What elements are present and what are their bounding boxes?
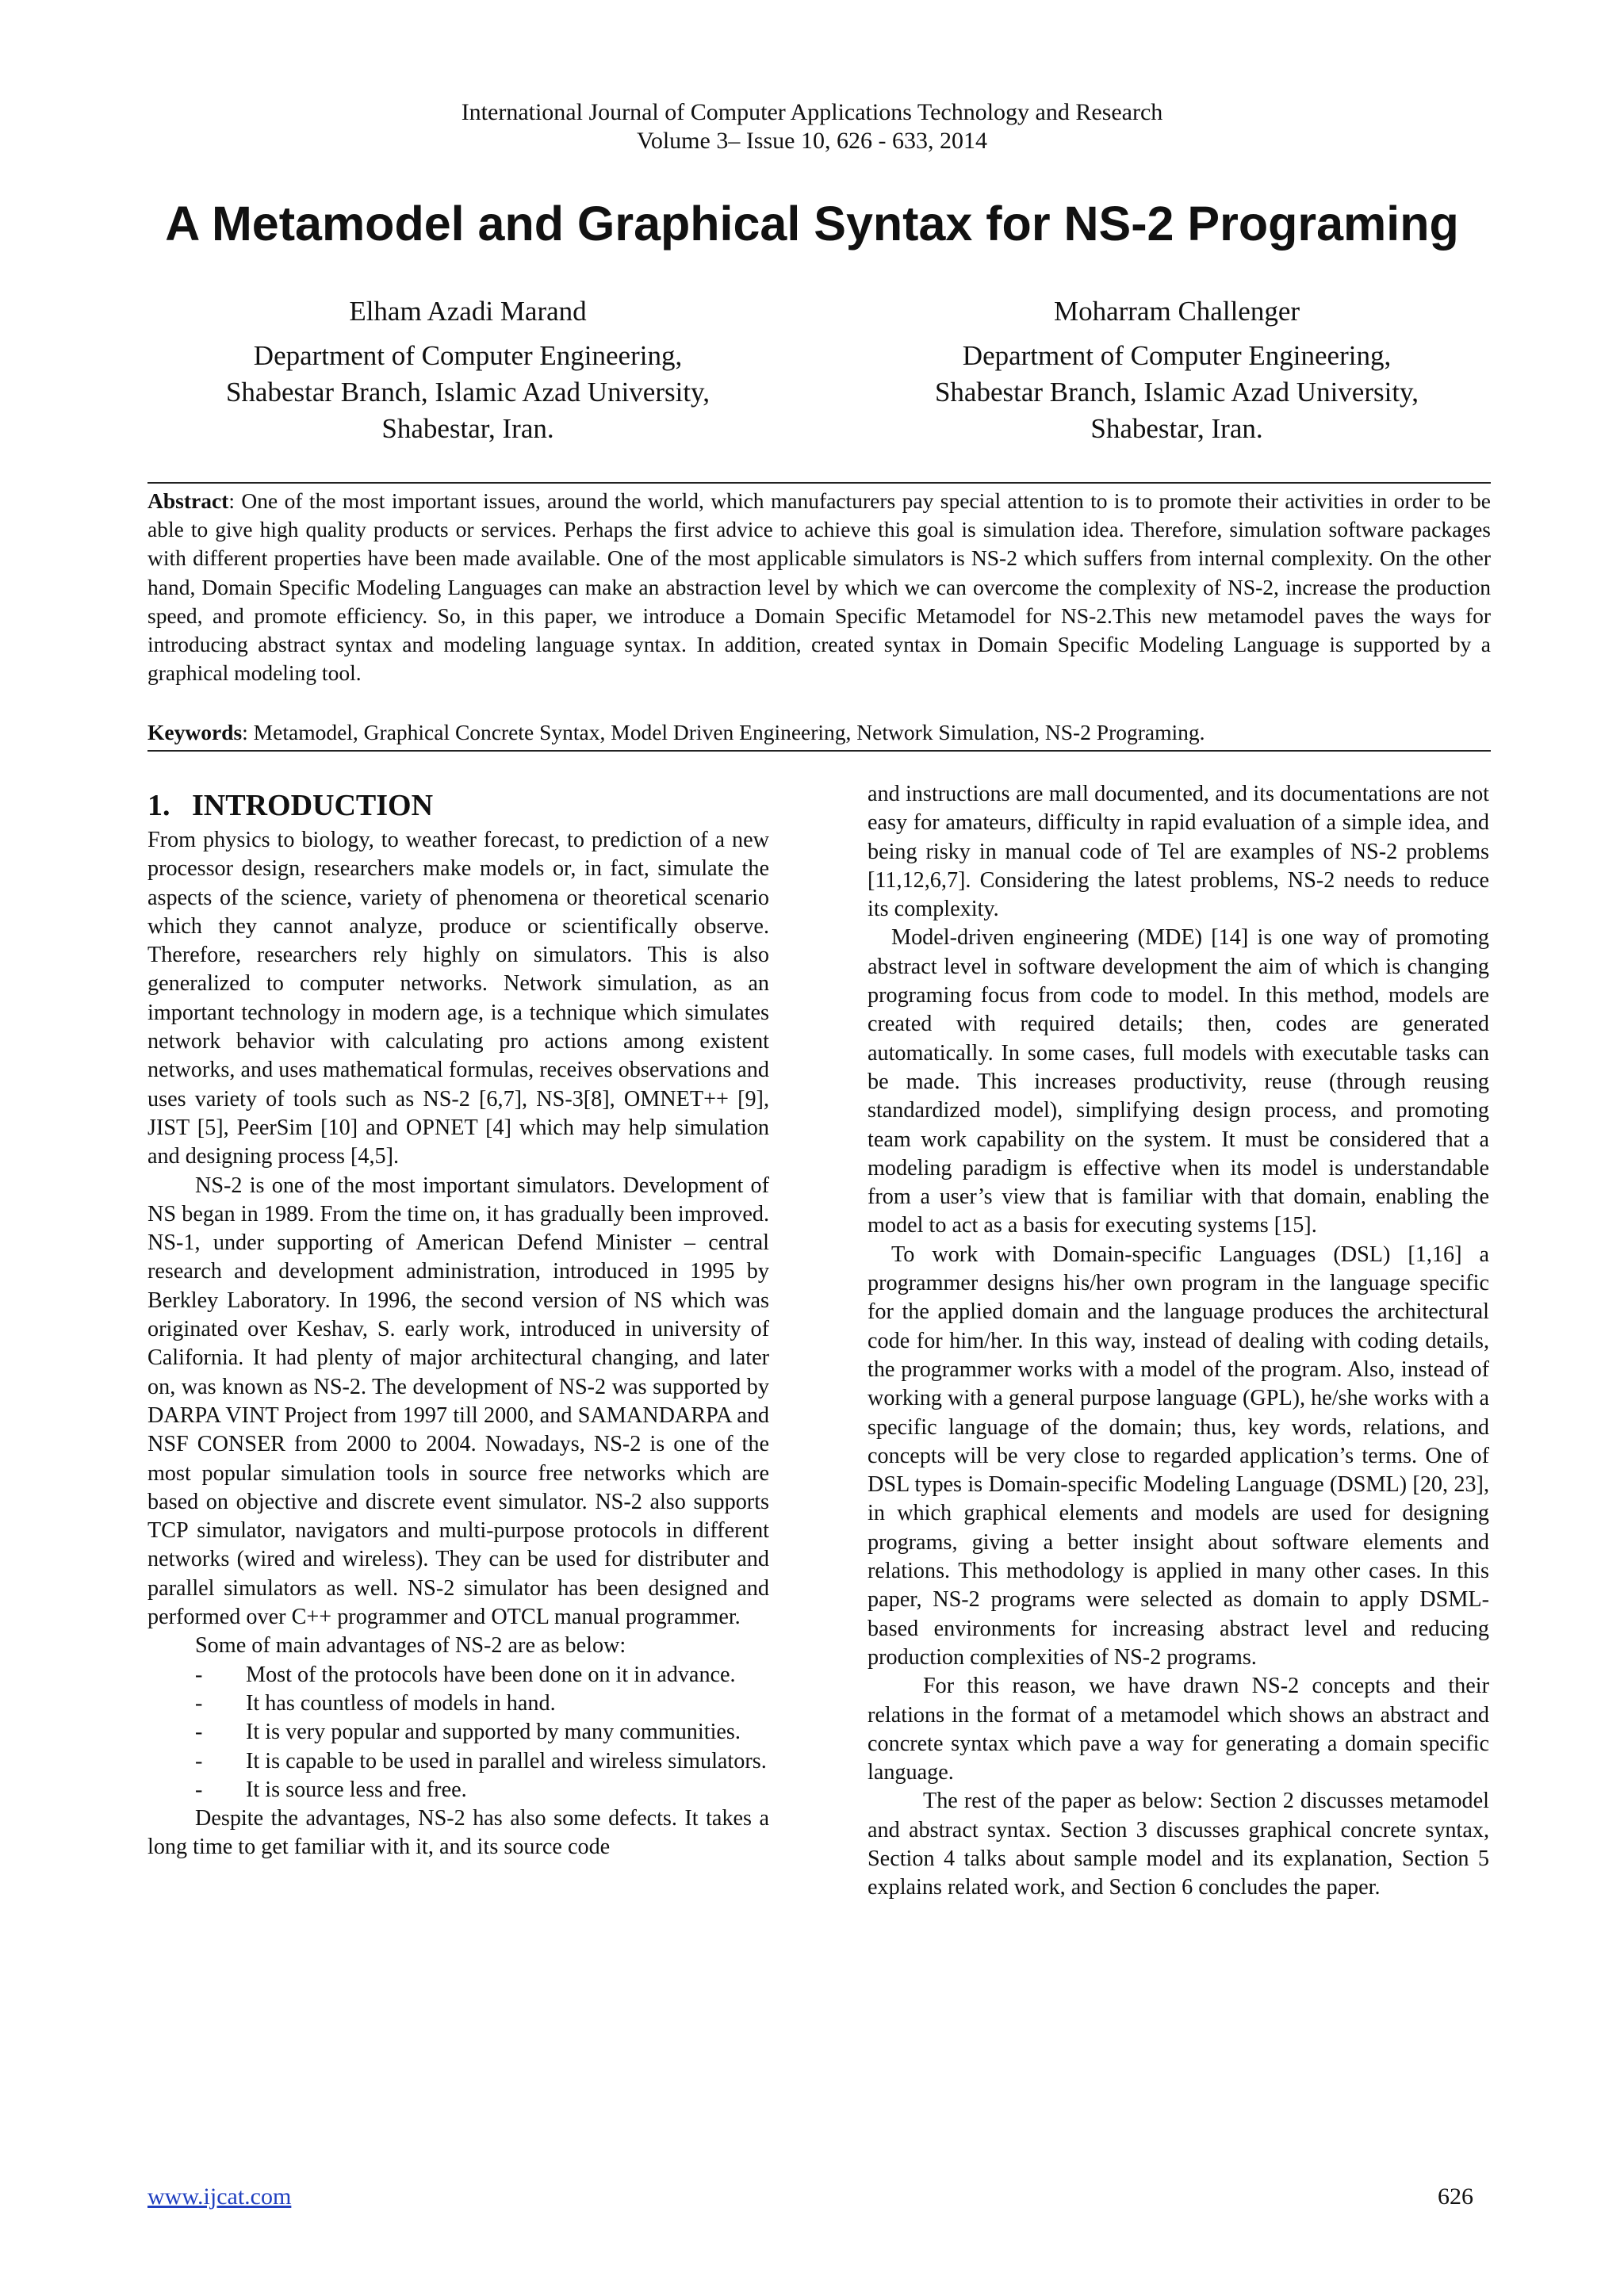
paragraph: NS-2 is one of the most important simulators. Development of NS began in 1989. From the time on, it has gradually been improved. NS-1, under supporting of American Defend Minister – central research and development administration, introduced in 1995 by Berkley Laboratory. In 1996, the second version of NS which was originated over Keshav, S. early work, introduced in university of California. It had plenty of major architectural changing, and later on, was known as NS-2. The development of NS-2 was supported by DARPA VINT Project from 1997 till 2000, and SAMANDARPA and NSF CONSER from 2000 to 2004. Nowadays, NS-2 is one of the most popular simulation tools in source free networks which are based on objective and discrete event simulator. NS-2 also supports TCP simulator, navigators and multi-purpose protocols in different networks (wired and wireless). They can be used for distributer and parallel simulators as well. NS-2 simulator has been designed and performed over C++ programmer and OTCL manual programmer. (147, 1173, 769, 1630)
section-number: 1. (147, 789, 170, 822)
author-city: Shabestar, Iran. (381, 413, 554, 444)
list-item: - It has countless of models in hand. (147, 1689, 769, 1718)
page-number: 626 (1438, 2183, 1473, 2210)
journal-name: International Journal of Computer Applications Technology and Research (461, 99, 1163, 125)
bullet-dash: - (195, 1720, 203, 1745)
author-department: Department of Computer Engineering, (253, 340, 683, 371)
abstract (147, 487, 1491, 687)
bullet-dash: - (195, 1690, 203, 1716)
author-department: Department of Computer Engineering, (962, 340, 1392, 371)
keywords-text: : Metamodel, Graphical Concrete Syntax, Model Driven Engineering, Network Simulation, NS-2 Programing. (242, 720, 1205, 744)
author-name: Elham Azadi Marand (349, 296, 587, 327)
section-title: INTRODUCTION (192, 789, 434, 822)
author-block-2 (875, 293, 1478, 447)
list-item: - It is capable to be used in parallel and wireless simulators. (147, 1747, 769, 1776)
paragraph: Model-driven engineering (MDE) [14] is one way of promoting abstract level in software development the aim of which is changing programing focus from code to model. In this method, models are created with required details; then, codes are generated automatically. In some cases, full models with executable tasks can be made. This increases productivity, reuse (through reusing standardized model), simplifying design process, and promoting team work capability on the system. It must be considered that a modeling paradigm is effective when its model is understandable from a user’s view that is familiar with that domain, enabling the model to act as a basis for executing systems [15]. (868, 925, 1489, 1238)
author-city: Shabestar, Iran. (1090, 413, 1263, 444)
paragraph: and instructions are mall documented, and its documentations are not easy for amateurs, difficulty in rapid evaluation of a simple idea, and being risky in manual code of Tel are examples of NS-2 problems [11,12,6,7]. Considering the latest problems, NS-2 needs to reduce its complexity. (868, 782, 1489, 922)
abstract-top-rule (147, 482, 1491, 484)
journal-volume: Volume 3– Issue 10, 626 - 633, 2014 (637, 128, 987, 154)
paragraph: The rest of the paper as below: Section 2 discusses metamodel and abstract syntax. Section 3 discusses graphical concrete syntax, Section 4 talks about sample model and its explanation, Section 5 explains related work, and Section 6 concludes the paper. (868, 1789, 1489, 1900)
list-item: - It is very popular and supported by many communities. (147, 1718, 769, 1747)
advantages-list (147, 1661, 769, 1804)
section-heading (147, 788, 769, 823)
left-column (147, 788, 769, 1862)
author-block-1 (167, 293, 769, 447)
bullet-dash: - (195, 1662, 203, 1687)
bullet-dash: - (195, 1748, 203, 1774)
paragraph: From physics to biology, to weather forecast, to prediction of a new processor design, researchers make models or, in fact, simulate the aspects of the science, variety of phenomena or theoretical scenario which they cannot analyze, produce or scientifically observe. Therefore, researchers rely highly on simulators. This is also generalized to computer networks. Network simulation, as an important technology in modern age, is a technique which simulates network behavior with calculating pro actions among existent networks, and uses mathematical formulas, receives observations and uses variety of tools such as NS-2 [6,7], NS-3[8], OMNET++ [9], JIST [5], PeerSim [10] and OPNET [4] which may help simulation and designing process [4,5]. (147, 828, 769, 1169)
paragraph: For this reason, we have drawn NS-2 concepts and their relations in the format of a metamodel which shows an abstract and concrete syntax which pave a way for generating a domain specific language. (868, 1674, 1489, 1785)
right-column (868, 780, 1489, 1903)
journal-website-link[interactable]: www.ijcat.com (147, 2183, 292, 2210)
author-branch: Shabestar Branch, Islamic Azad University, (934, 377, 1419, 408)
paper-title: A Metamodel and Graphical Syntax for NS-2 Programing (165, 197, 1459, 251)
keywords-label: Keywords (147, 720, 243, 744)
keywords (147, 718, 1491, 747)
list-item: - Most of the protocols have been done on it in advance. (147, 1661, 769, 1689)
keywords-bottom-rule (147, 750, 1491, 752)
abstract-label: Abstract (147, 488, 229, 513)
bullet-dash: - (195, 1777, 203, 1802)
author-branch: Shabestar Branch, Islamic Azad University, (225, 377, 710, 408)
paragraph: Some of main advantages of NS-2 are as below: (195, 1633, 626, 1659)
abstract-text: : One of the most important issues, around the world, which manufacturers pay special attention to is to promote their activities in order to be able to give high quality products or services. Perhaps the first advice to achieve this goal is simulation idea. Therefore, simulation software packages with different properties have been made available. One of the most applicable simulators is NS-2 which suffers from internal complexity. On the other hand, Domain Specific Modeling Languages can make an abstraction level by which we can overcome the complexity of NS-2, increase the production speed, and promote efficiency. So, in this paper, we introduce a Domain Specific Metamodel for NS-2.This new metamodel paves the ways for introducing abstract syntax and modeling language syntax. In addition, created syntax in Domain Specific Modeling Language is supported by a graphical modeling tool. (147, 488, 1491, 686)
paragraph: Despite the advantages, NS-2 has also some defects. It takes a long time to get familiar with it, and its source code (147, 1806, 769, 1860)
paragraph: To work with Domain-specific Languages (DSL) [1,16] a programmer designs his/her own program in the language specific for the applied domain and the language produces the architectural code for him/her. In this way, instead of dealing with coding details, the programmer works with a model of the program. Also, instead of working with a general purpose language (GPL), he/she works with a specific language of the domain; thus, key words, relations, and concepts will be very close to regarded application’s terms. One of DSL types is Domain-specific Modeling Language (DSML) [20, 23], in which graphical elements and models are used for designing programs, giving a better insight about software elements and relations. This methodology is applied in many other cases. In this paper, NS-2 programs were selected as domain to apply DSML-based environments for increasing abstract level and reducing production complexities of NS-2 programs. (868, 1242, 1489, 1670)
author-name: Moharram Challenger (1053, 296, 1300, 327)
list-item: - It is source less and free. (147, 1776, 769, 1804)
